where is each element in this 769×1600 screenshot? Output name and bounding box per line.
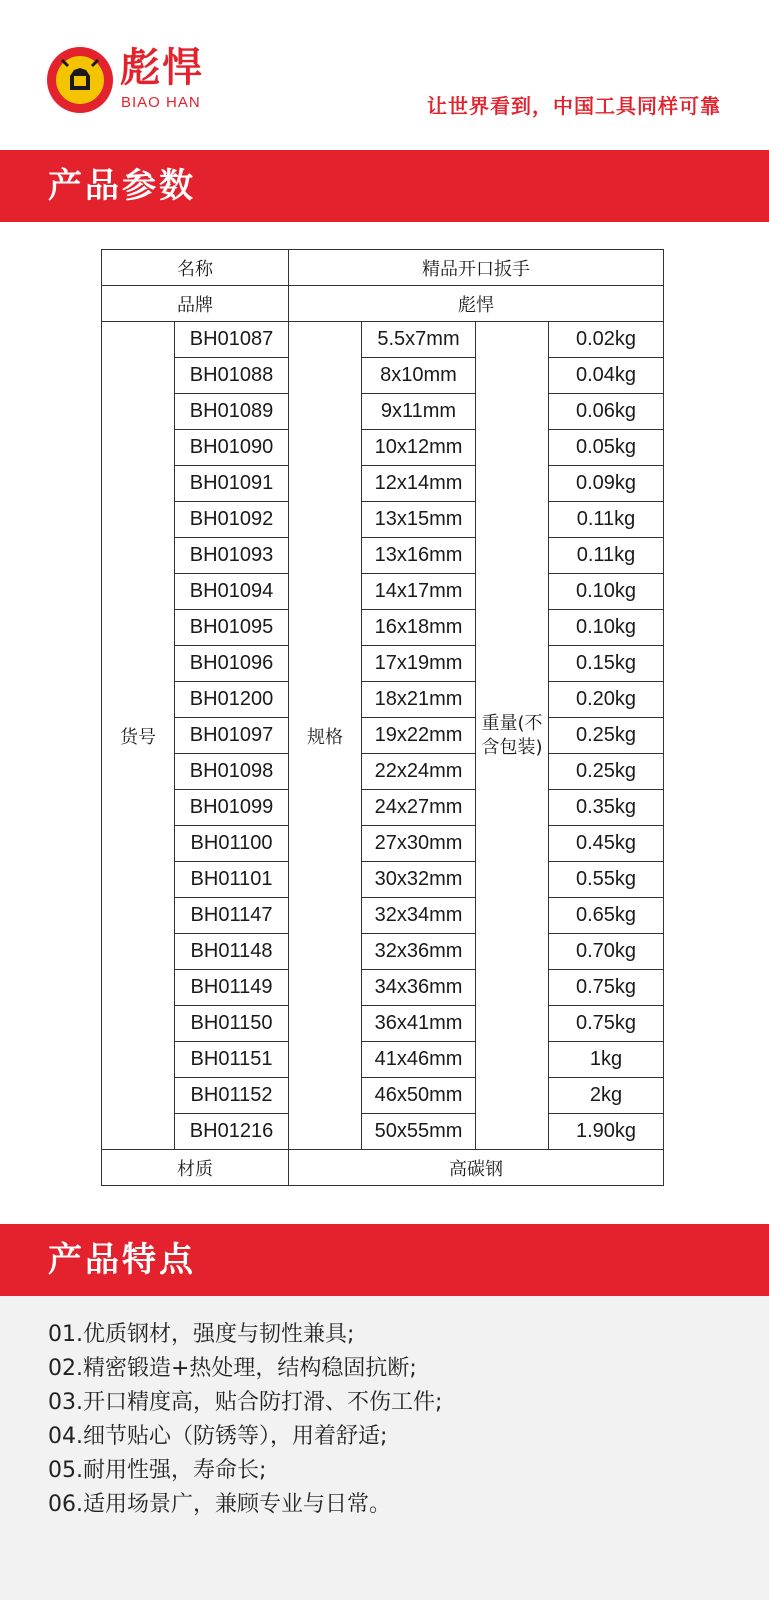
table-row	[102, 862, 664, 898]
size-cell: 14x17mm	[362, 574, 476, 610]
weight-cell: 0.65kg	[549, 898, 664, 934]
spec-table	[101, 249, 664, 1186]
weight-cell: 0.09kg	[549, 466, 664, 502]
code-label: 货号	[102, 322, 175, 1150]
slogan: 让世界看到，中国工具同样可靠	[427, 94, 721, 118]
brand-name-cn: 彪悍	[120, 45, 204, 91]
size-cell: 41x46mm	[362, 1042, 476, 1078]
weight-cell: 0.06kg	[549, 394, 664, 430]
feature-item: 05.耐用性强，寿命长;	[48, 1458, 267, 1483]
weight-cell: 0.10kg	[549, 610, 664, 646]
code-cell: BH01149	[175, 970, 289, 1006]
table-row	[102, 934, 664, 970]
table-row	[102, 646, 664, 682]
size-cell: 30x32mm	[362, 862, 476, 898]
code-cell: BH01087	[175, 322, 289, 358]
code-cell: BH01150	[175, 1006, 289, 1042]
feature-item: 04.细节贴心（防锈等），用着舒适;	[48, 1424, 388, 1449]
size-cell: 36x41mm	[362, 1006, 476, 1042]
size-cell: 19x22mm	[362, 718, 476, 754]
table-row	[102, 286, 664, 322]
code-cell: BH01094	[175, 574, 289, 610]
weight-cell: 0.11kg	[549, 502, 664, 538]
page-header	[0, 0, 769, 150]
code-cell: BH01089	[175, 394, 289, 430]
table-row	[102, 790, 664, 826]
feature-item: 06.适用场景广，兼顾专业与日常。	[48, 1492, 391, 1517]
code-cell: BH01098	[175, 754, 289, 790]
weight-cell: 0.11kg	[549, 538, 664, 574]
size-cell: 10x12mm	[362, 430, 476, 466]
size-cell: 12x14mm	[362, 466, 476, 502]
table-row	[102, 718, 664, 754]
code-cell: BH01147	[175, 898, 289, 934]
table-row	[102, 394, 664, 430]
table-row	[102, 898, 664, 934]
size-cell: 13x16mm	[362, 538, 476, 574]
size-cell: 22x24mm	[362, 754, 476, 790]
table-row	[102, 574, 664, 610]
table-row	[102, 250, 664, 286]
weight-cell: 0.04kg	[549, 358, 664, 394]
table-row	[102, 1078, 664, 1114]
code-cell: BH01092	[175, 502, 289, 538]
feature-item: 03.开口精度高，贴合防打滑、不伤工件;	[48, 1390, 443, 1415]
size-cell: 46x50mm	[362, 1078, 476, 1114]
size-cell: 32x36mm	[362, 934, 476, 970]
table-row	[102, 1150, 664, 1186]
table-row	[102, 466, 664, 502]
weight-cell: 0.10kg	[549, 574, 664, 610]
code-cell: BH01100	[175, 826, 289, 862]
features-panel	[0, 1296, 769, 1600]
code-cell: BH01088	[175, 358, 289, 394]
features-title: 产品特点	[48, 1240, 196, 1280]
code-cell: BH01216	[175, 1114, 289, 1150]
table-row	[102, 610, 664, 646]
table-row	[102, 1114, 664, 1150]
weight-cell: 0.55kg	[549, 862, 664, 898]
weight-cell: 0.20kg	[549, 682, 664, 718]
size-cell: 24x27mm	[362, 790, 476, 826]
feature-item: 01.优质钢材，强度与韧性兼具;	[48, 1322, 355, 1347]
size-cell: 8x10mm	[362, 358, 476, 394]
weight-cell: 0.25kg	[549, 718, 664, 754]
size-cell: 50x55mm	[362, 1114, 476, 1150]
spec-label: 规格	[289, 322, 362, 1150]
code-cell: BH01152	[175, 1078, 289, 1114]
weight-cell: 0.05kg	[549, 430, 664, 466]
brand-name-en: BIAO HAN	[121, 94, 201, 111]
weight-cell: 1.90kg	[549, 1114, 664, 1150]
table-row	[102, 970, 664, 1006]
weight-cell: 0.45kg	[549, 826, 664, 862]
weight-cell: 0.15kg	[549, 646, 664, 682]
weight-cell: 0.25kg	[549, 754, 664, 790]
table-row	[102, 502, 664, 538]
table-row	[102, 538, 664, 574]
feature-list	[0, 1296, 769, 1522]
code-cell: BH01095	[175, 610, 289, 646]
brand-logo-icon	[46, 46, 114, 114]
code-cell: BH01091	[175, 466, 289, 502]
table-row	[102, 430, 664, 466]
table-row	[102, 682, 664, 718]
code-cell: BH01151	[175, 1042, 289, 1078]
table-row	[102, 1042, 664, 1078]
features-section-header	[0, 1224, 769, 1296]
code-cell: BH01096	[175, 646, 289, 682]
size-cell: 9x11mm	[362, 394, 476, 430]
weight-cell: 1kg	[549, 1042, 664, 1078]
table-row	[102, 1006, 664, 1042]
size-cell: 34x36mm	[362, 970, 476, 1006]
size-cell: 17x19mm	[362, 646, 476, 682]
table-row	[102, 826, 664, 862]
code-cell: BH01101	[175, 862, 289, 898]
weight-cell: 0.75kg	[549, 970, 664, 1006]
code-cell: BH01093	[175, 538, 289, 574]
code-cell: BH01097	[175, 718, 289, 754]
table-row	[102, 358, 664, 394]
size-cell: 13x15mm	[362, 502, 476, 538]
weight-cell: 0.02kg	[549, 322, 664, 358]
size-cell: 27x30mm	[362, 826, 476, 862]
params-title: 产品参数	[48, 166, 196, 206]
weight-cell: 0.35kg	[549, 790, 664, 826]
size-cell: 5.5x7mm	[362, 322, 476, 358]
table-row	[102, 322, 664, 358]
code-cell: BH01090	[175, 430, 289, 466]
material-value: 高碳钢	[289, 1150, 664, 1186]
code-cell: BH01099	[175, 790, 289, 826]
brand-value: 彪悍	[289, 286, 664, 322]
table-row	[102, 754, 664, 790]
feature-item: 02.精密锻造+热处理，结构稳固抗断;	[48, 1356, 417, 1381]
weight-cell: 0.70kg	[549, 934, 664, 970]
size-cell: 18x21mm	[362, 682, 476, 718]
name-label: 名称	[102, 250, 289, 286]
weight-label: 重量(不含包装)	[476, 322, 549, 1150]
weight-cell: 0.75kg	[549, 1006, 664, 1042]
material-label: 材质	[102, 1150, 289, 1186]
size-cell: 32x34mm	[362, 898, 476, 934]
size-cell: 16x18mm	[362, 610, 476, 646]
params-section-header	[0, 150, 769, 222]
weight-cell: 2kg	[549, 1078, 664, 1114]
brand-label: 品牌	[102, 286, 289, 322]
code-cell: BH01200	[175, 682, 289, 718]
name-value: 精品开口扳手	[289, 250, 664, 286]
code-cell: BH01148	[175, 934, 289, 970]
